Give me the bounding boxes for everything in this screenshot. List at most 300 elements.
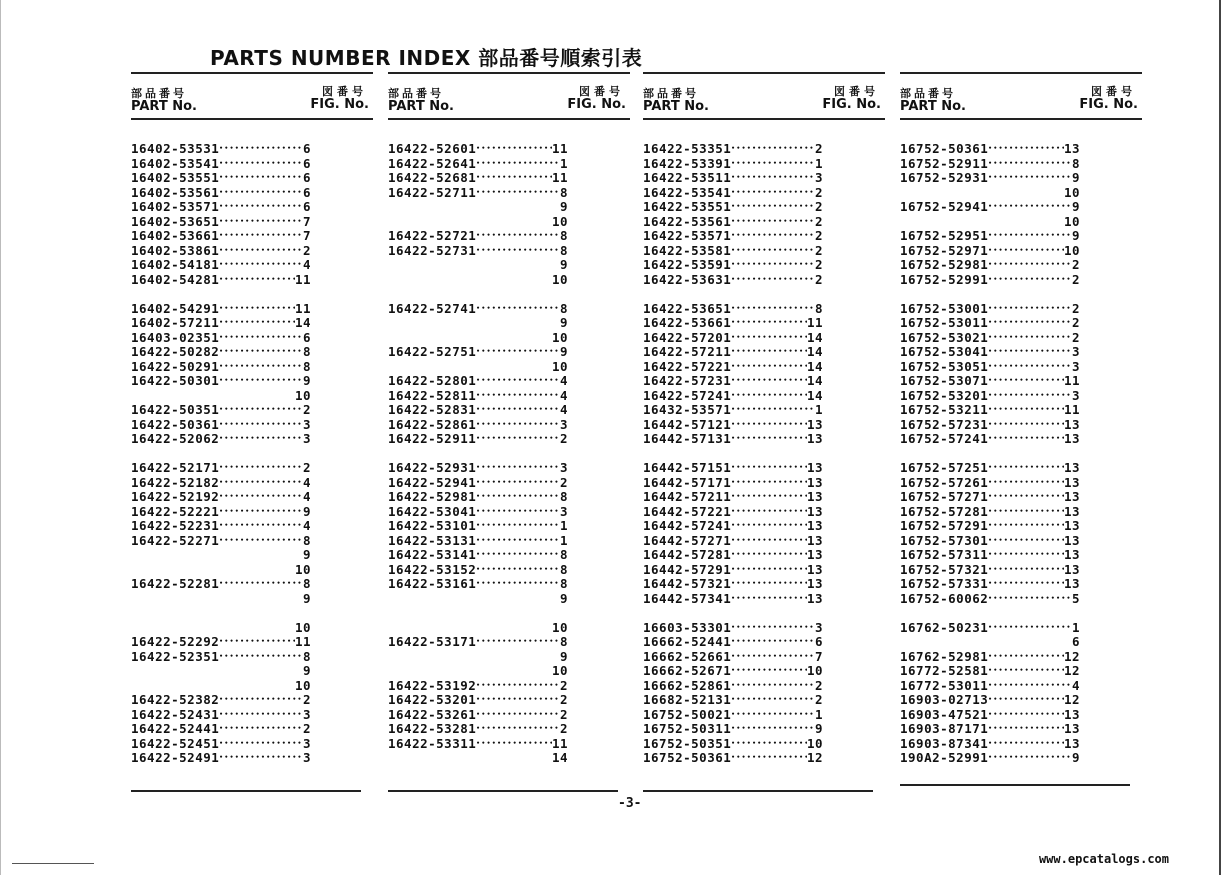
part-number: 16442-57151 <box>643 460 732 475</box>
fig-number: 3 <box>1071 387 1080 403</box>
fig-number: 13 <box>1063 141 1080 156</box>
part-number: 16422-53161 <box>388 576 477 591</box>
index-entry <box>388 389 630 404</box>
entry-content <box>900 519 1080 534</box>
leader-dots <box>731 664 807 679</box>
index-entry <box>900 476 1142 491</box>
index-entry <box>388 157 630 172</box>
column-header <box>900 74 1142 118</box>
part-number: 16422-52351 <box>131 648 220 664</box>
part-number: 16752-50351 <box>643 735 732 751</box>
fig-number: 10 <box>1063 213 1080 229</box>
leader-dots <box>476 679 560 694</box>
index-entry <box>131 693 373 708</box>
index-entry <box>388 708 630 723</box>
index-entry <box>131 664 373 679</box>
entry-content <box>388 737 568 752</box>
part-number: 16422-53551 <box>643 199 732 214</box>
index-entry <box>900 316 1142 331</box>
fig-number: 4 <box>559 402 568 417</box>
part-number: 16422-52861 <box>388 416 477 432</box>
fig-number: 2 <box>302 242 311 258</box>
entry-content <box>900 505 1080 520</box>
leader-dots <box>476 302 560 317</box>
index-entry <box>131 186 373 201</box>
entry-content <box>900 171 1080 186</box>
fig-number-label: FIG. No. <box>310 97 369 112</box>
entry-content <box>131 186 311 201</box>
part-number: 16422-53581 <box>643 242 732 258</box>
leader-dots <box>988 519 1064 534</box>
leader-dots <box>476 157 560 172</box>
entry-content <box>131 621 311 636</box>
group-spacer <box>388 287 630 302</box>
part-number: 16422-53311 <box>388 735 477 751</box>
entry-content <box>131 490 311 505</box>
entry-content <box>131 432 311 447</box>
entry-content <box>388 519 568 534</box>
index-entry <box>388 519 630 534</box>
leader-dots <box>219 577 303 592</box>
leader-dots <box>476 186 560 201</box>
fig-number: 2 <box>302 692 311 707</box>
leader-dots <box>731 345 807 360</box>
part-number: 16422-50282 <box>131 344 220 359</box>
fig-number: 9 <box>559 199 568 214</box>
entry-content <box>643 635 823 650</box>
fig-number: 2 <box>814 228 823 243</box>
part-number: 16402-54181 <box>131 257 220 272</box>
index-entry <box>643 476 885 491</box>
entry-content <box>131 360 311 375</box>
fig-number: 3 <box>302 750 311 765</box>
index-entry <box>643 679 885 694</box>
part-number: 16422-52721 <box>388 228 477 243</box>
index-entry <box>388 432 630 447</box>
entry-content <box>388 679 568 694</box>
index-entry <box>643 621 885 636</box>
index-entry <box>388 563 630 578</box>
page-left-edge <box>0 0 1 875</box>
entry-content <box>900 389 1080 404</box>
fig-number: 8 <box>302 576 311 591</box>
entry-content <box>388 345 568 360</box>
leader-dots <box>476 505 560 520</box>
part-number: 16752-52971 <box>900 242 989 258</box>
fig-number: 6 <box>302 199 311 214</box>
part-number: 16752-52911 <box>900 155 989 171</box>
part-number: 16903-87341 <box>900 735 989 751</box>
index-entry <box>388 490 630 505</box>
entry-content <box>388 490 568 505</box>
part-number: 16402-57211 <box>131 315 220 330</box>
fig-number: 6 <box>302 170 311 185</box>
entry-content <box>131 722 311 737</box>
leader-dots <box>219 737 303 752</box>
fig-number-label: FIG. No. <box>567 97 626 112</box>
fig-number: 4 <box>559 387 568 403</box>
entry-content <box>388 200 568 215</box>
entry-content <box>643 316 823 331</box>
entry-content <box>388 142 568 157</box>
entry-content <box>131 200 311 215</box>
fig-number: 3 <box>814 170 823 185</box>
entry-content <box>643 157 823 172</box>
fig-number: 9 <box>302 663 311 678</box>
fig-number: 8 <box>302 358 311 374</box>
index-entry <box>643 403 885 418</box>
part-number: 16422-53391 <box>643 155 732 171</box>
part-number: 190A2-52991 <box>900 750 989 765</box>
fig-number: 10 <box>294 387 311 403</box>
entry-content <box>388 461 568 476</box>
entry-content <box>388 229 568 244</box>
part-number: 16752-57241 <box>900 431 989 446</box>
group-spacer <box>900 447 1142 462</box>
index-entry <box>131 200 373 215</box>
part-number: 16752-57251 <box>900 460 989 475</box>
part-number-label: PART No. <box>131 99 197 114</box>
part-number: 16422-53131 <box>388 532 477 548</box>
fig-number: 1 <box>559 532 568 548</box>
fig-number: 2 <box>814 271 823 287</box>
entry-content <box>643 418 823 433</box>
index-entry <box>900 229 1142 244</box>
fig-number: 10 <box>551 358 568 374</box>
fig-number: 2 <box>814 213 823 229</box>
fig-number: 10 <box>806 735 823 751</box>
column-header <box>643 74 885 118</box>
leader-dots <box>731 374 807 389</box>
index-entry <box>131 374 373 389</box>
entry-content <box>900 476 1080 491</box>
part-number: 16402-53541 <box>131 155 220 171</box>
fig-number: 6 <box>302 184 311 200</box>
leader-dots <box>219 722 303 737</box>
entry-content <box>900 374 1080 389</box>
fig-number: 2 <box>302 460 311 475</box>
entry-content <box>131 664 311 679</box>
index-entry <box>900 519 1142 534</box>
index-entry <box>131 592 373 607</box>
entry-content <box>900 345 1080 360</box>
leader-dots <box>219 534 303 549</box>
group-spacer <box>131 447 373 462</box>
leader-dots <box>988 302 1072 317</box>
entry-content <box>388 215 568 230</box>
fig-number: 9 <box>302 547 311 562</box>
index-column-1 <box>131 72 373 766</box>
part-number: 16422-53171 <box>388 634 477 649</box>
leader-dots <box>731 476 807 491</box>
entry-content <box>388 476 568 491</box>
leader-dots <box>731 186 815 201</box>
leader-dots <box>476 403 560 418</box>
part-number: 16752-52941 <box>900 199 989 214</box>
leader-dots <box>476 548 560 563</box>
leader-dots <box>988 229 1072 244</box>
leader-dots <box>731 751 807 766</box>
leader-dots <box>219 505 303 520</box>
index-entry <box>900 621 1142 636</box>
entry-content <box>131 548 311 563</box>
fig-number: 13 <box>1063 518 1080 533</box>
entry-content <box>131 650 311 665</box>
fig-number: 13 <box>1063 532 1080 548</box>
part-number-jp-label: 部品番号 <box>643 87 699 100</box>
entry-content <box>131 635 311 650</box>
index-entry <box>131 461 373 476</box>
entry-content <box>900 316 1080 331</box>
leader-dots <box>988 418 1064 433</box>
leader-dots <box>476 389 560 404</box>
leader-dots <box>988 693 1064 708</box>
entry-content <box>643 374 823 389</box>
fig-number: 8 <box>559 489 568 504</box>
part-number: 16422-53192 <box>388 677 477 693</box>
fig-number: 1 <box>814 706 823 722</box>
page-number: -3- <box>618 796 642 811</box>
fig-number: 12 <box>806 750 823 765</box>
part-number: 16422-52441 <box>131 721 220 736</box>
part-number: 16662-52661 <box>643 648 732 664</box>
index-entry <box>388 418 630 433</box>
entry-content <box>900 142 1080 157</box>
part-number: 16422-53651 <box>643 300 732 316</box>
index-entry <box>131 476 373 491</box>
part-number: 16422-57221 <box>643 358 732 374</box>
entry-content <box>388 258 568 273</box>
part-number: 16752-57301 <box>900 532 989 548</box>
leader-dots <box>731 534 807 549</box>
fig-number: 14 <box>294 315 311 330</box>
fig-number: 3 <box>302 735 311 751</box>
leader-dots <box>731 157 815 172</box>
entry-content <box>900 534 1080 549</box>
leader-dots <box>731 635 815 650</box>
leader-dots <box>476 345 560 360</box>
index-entry <box>643 505 885 520</box>
index-entry <box>900 258 1142 273</box>
entry-content <box>388 244 568 259</box>
index-entry <box>388 693 630 708</box>
fig-number: 11 <box>294 300 311 316</box>
part-number: 16422-50351 <box>131 402 220 417</box>
fig-number: 10 <box>551 213 568 229</box>
fig-number: 3 <box>1071 358 1080 374</box>
entry-content <box>643 302 823 317</box>
part-number: 16422-52292 <box>131 634 220 649</box>
entry-content <box>643 403 823 418</box>
part-number: 16442-57281 <box>643 547 732 562</box>
leader-dots <box>219 345 303 360</box>
part-number: 16752-52991 <box>900 271 989 287</box>
column-header <box>388 74 630 118</box>
part-number: 16422-53351 <box>643 141 732 156</box>
fig-number: 13 <box>806 547 823 562</box>
leader-dots <box>731 244 815 259</box>
index-entry <box>131 577 373 592</box>
fig-number: 8 <box>302 648 311 664</box>
index-entry <box>643 316 885 331</box>
index-entry <box>131 650 373 665</box>
index-entry <box>131 215 373 230</box>
entry-content <box>900 403 1080 418</box>
entry-content <box>900 722 1080 737</box>
column-header <box>131 74 373 118</box>
entry-content <box>388 693 568 708</box>
index-entry <box>643 751 885 766</box>
part-number: 16752-52951 <box>900 228 989 243</box>
index-entry <box>900 215 1142 230</box>
entry-content <box>131 592 311 607</box>
fig-number: 6 <box>302 155 311 171</box>
leader-dots <box>988 650 1064 665</box>
fig-number: 13 <box>806 431 823 446</box>
fig-number: 7 <box>814 648 823 664</box>
part-number: 16422-52281 <box>131 576 220 591</box>
entry-content <box>131 461 311 476</box>
entry-content <box>131 229 311 244</box>
index-entry <box>643 360 885 375</box>
fig-number: 13 <box>1063 489 1080 504</box>
entry-content <box>131 563 311 578</box>
entry-content <box>643 171 823 186</box>
part-number: 16442-57221 <box>643 503 732 519</box>
index-entry <box>643 461 885 476</box>
leader-dots <box>988 664 1064 679</box>
entry-content <box>388 186 568 201</box>
part-number: 16432-53571 <box>643 402 732 417</box>
fig-number: 11 <box>551 735 568 751</box>
index-entry <box>131 563 373 578</box>
leader-dots <box>219 186 303 201</box>
part-number: 16402-53651 <box>131 213 220 229</box>
leader-dots <box>219 142 303 157</box>
group-spacer <box>388 606 630 621</box>
part-number: 16422-52741 <box>388 300 477 316</box>
fig-number: 10 <box>806 663 823 678</box>
fig-number: 13 <box>806 561 823 577</box>
group-spacer <box>643 447 885 462</box>
index-entry <box>643 389 885 404</box>
leader-dots <box>476 708 560 723</box>
index-entry <box>900 273 1142 288</box>
entry-content <box>643 490 823 505</box>
part-number: 16422-52751 <box>388 344 477 359</box>
fig-number: 6 <box>302 329 311 345</box>
entry-content <box>643 592 823 607</box>
leader-dots <box>476 490 560 505</box>
entry-content <box>900 200 1080 215</box>
part-number: 16422-50301 <box>131 373 220 388</box>
index-entry <box>643 229 885 244</box>
entry-content <box>643 360 823 375</box>
part-number: 16422-52941 <box>388 474 477 490</box>
fig-number: 13 <box>1063 576 1080 591</box>
leader-dots <box>988 316 1072 331</box>
index-entry <box>900 360 1142 375</box>
leader-dots <box>219 461 303 476</box>
part-number: 16422-52831 <box>388 402 477 417</box>
entry-content <box>388 722 568 737</box>
fig-number-jp-label: 図番号 <box>1091 85 1136 98</box>
leader-dots <box>988 534 1064 549</box>
index-entry <box>900 548 1142 563</box>
leader-dots <box>476 519 560 534</box>
fig-number: 11 <box>294 634 311 649</box>
index-entry <box>388 331 630 346</box>
fig-number: 2 <box>559 431 568 446</box>
entry-content <box>643 476 823 491</box>
part-number: 16752-53071 <box>900 373 989 388</box>
part-number: 16422-53101 <box>388 518 477 533</box>
index-entry <box>131 621 373 636</box>
part-number: 16422-52491 <box>131 750 220 765</box>
part-number: 16752-52931 <box>900 170 989 185</box>
index-entry <box>131 273 373 288</box>
part-number: 16422-52431 <box>131 706 220 722</box>
index-entry <box>900 592 1142 607</box>
entry-content <box>900 461 1080 476</box>
part-number-jp-label: 部品番号 <box>388 87 444 100</box>
fig-number-jp-label: 図番号 <box>322 85 367 98</box>
fig-number: 8 <box>559 561 568 577</box>
entry-content <box>131 418 311 433</box>
fig-number: 13 <box>1063 474 1080 490</box>
leader-dots <box>988 548 1064 563</box>
part-number: 16422-57201 <box>643 329 732 345</box>
leader-dots <box>731 505 807 520</box>
fig-number: 8 <box>559 547 568 562</box>
leader-dots <box>219 331 303 346</box>
entry-content <box>643 621 823 636</box>
leader-dots <box>731 360 807 375</box>
part-number: 16422-53281 <box>388 721 477 736</box>
leader-dots <box>988 708 1064 723</box>
part-number: 16422-52171 <box>131 460 220 475</box>
fig-number: 8 <box>559 228 568 243</box>
leader-dots <box>219 374 303 389</box>
index-entry <box>900 679 1142 694</box>
index-entry <box>643 258 885 273</box>
fig-number: 1 <box>814 402 823 417</box>
group-spacer <box>643 606 885 621</box>
leader-dots <box>731 171 815 186</box>
index-entry <box>131 519 373 534</box>
index-entry <box>643 664 885 679</box>
leader-dots <box>731 737 807 752</box>
entry-content <box>900 621 1080 636</box>
part-number: 16422-53141 <box>388 547 477 562</box>
leader-dots <box>219 360 303 375</box>
fig-number: 8 <box>559 634 568 649</box>
index-entry <box>900 751 1142 766</box>
fig-number: 8 <box>302 532 311 548</box>
index-entry <box>900 461 1142 476</box>
part-number: 16422-52931 <box>388 460 477 475</box>
fig-number: 4 <box>1071 677 1080 693</box>
fig-number: 2 <box>302 721 311 736</box>
column-1-bottom-rule <box>131 790 361 792</box>
entry-content <box>388 273 568 288</box>
leader-dots <box>988 200 1072 215</box>
part-number: 16422-52382 <box>131 692 220 707</box>
index-entry <box>131 302 373 317</box>
index-entry <box>900 345 1142 360</box>
part-number: 16772-53011 <box>900 677 989 693</box>
entry-content <box>388 157 568 172</box>
